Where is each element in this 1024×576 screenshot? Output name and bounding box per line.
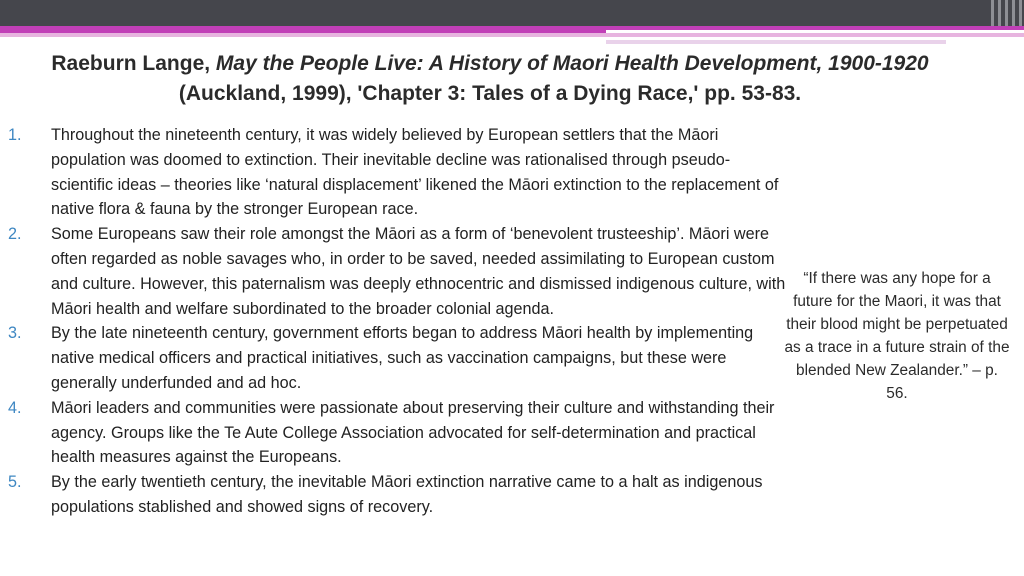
list-item <box>0 396 790 470</box>
list-item <box>0 123 790 222</box>
list-number: 5. <box>8 473 22 492</box>
top-bar-stripes <box>988 0 1024 26</box>
list-text: By the early twentieth century, the inevitable Māori extinction narrative came to a halt as indigenous populations stablished and showed signs of recovery. <box>51 473 763 516</box>
title-citation: (Auckland, 1999), 'Chapter 3: Tales of a Dying Race,' pp. 53-83. <box>178 82 802 105</box>
list-item <box>0 321 790 395</box>
list-text: Throughout the nineteenth century, it was widely believed by European settlers that the Māori population was doomed to extinction. Their inevitable decline was rationalised through pseudo-scientific ideas – theories like ‘natural displacement’ likened the Māori extinction to the replacement of native flora & fauna by the stronger European race. <box>51 126 779 219</box>
top-bar <box>0 0 1024 26</box>
list-item <box>0 470 790 520</box>
accent-line-pink <box>0 33 1024 37</box>
list-number: 3. <box>8 324 22 343</box>
list-text: Māori leaders and communities were passionate about preserving their culture and withstanding their agency. Groups like the Te Aute College Association advocated for self-determination and practical health measures against the Europeans. <box>51 398 775 467</box>
list-number: 4. <box>8 398 22 417</box>
points-list <box>0 123 790 520</box>
list-number: 2. <box>8 225 22 244</box>
title-book: May the People Live: A History of Maori Health Development, 1900-1920 <box>215 52 929 75</box>
title-author: Raeburn Lange, <box>51 52 216 75</box>
accent-line-cut <box>606 30 1024 33</box>
slide-title <box>30 49 950 109</box>
list-number: 1. <box>8 126 22 144</box>
side-quote: “If there was any hope for a future for the Maori, it was that their blood might be perpetuated as a trace in a future strain of the blended New Zealander.” – p. 56. <box>784 270 1010 402</box>
list-text: By the late nineteenth century, government efforts began to address Māori health by implementing native medical officers and practical initiatives, such as vaccination campaigns, but these were generally underfunded and ad hoc. <box>51 324 754 392</box>
list-text: Some Europeans saw their role amongst the Māori as a form of ‘benevolent trusteeship’. Māori were often regarded as noble savages who, in order to be saved, needed assimilating to European custom and culture. However, this paternalism was deeply ethnocentric and dismissed indigenous culture, with Māori health and welfare subordinated to the broader colonial agenda. <box>51 225 786 318</box>
accent-line-lilac <box>606 40 946 44</box>
list-item <box>0 222 790 321</box>
